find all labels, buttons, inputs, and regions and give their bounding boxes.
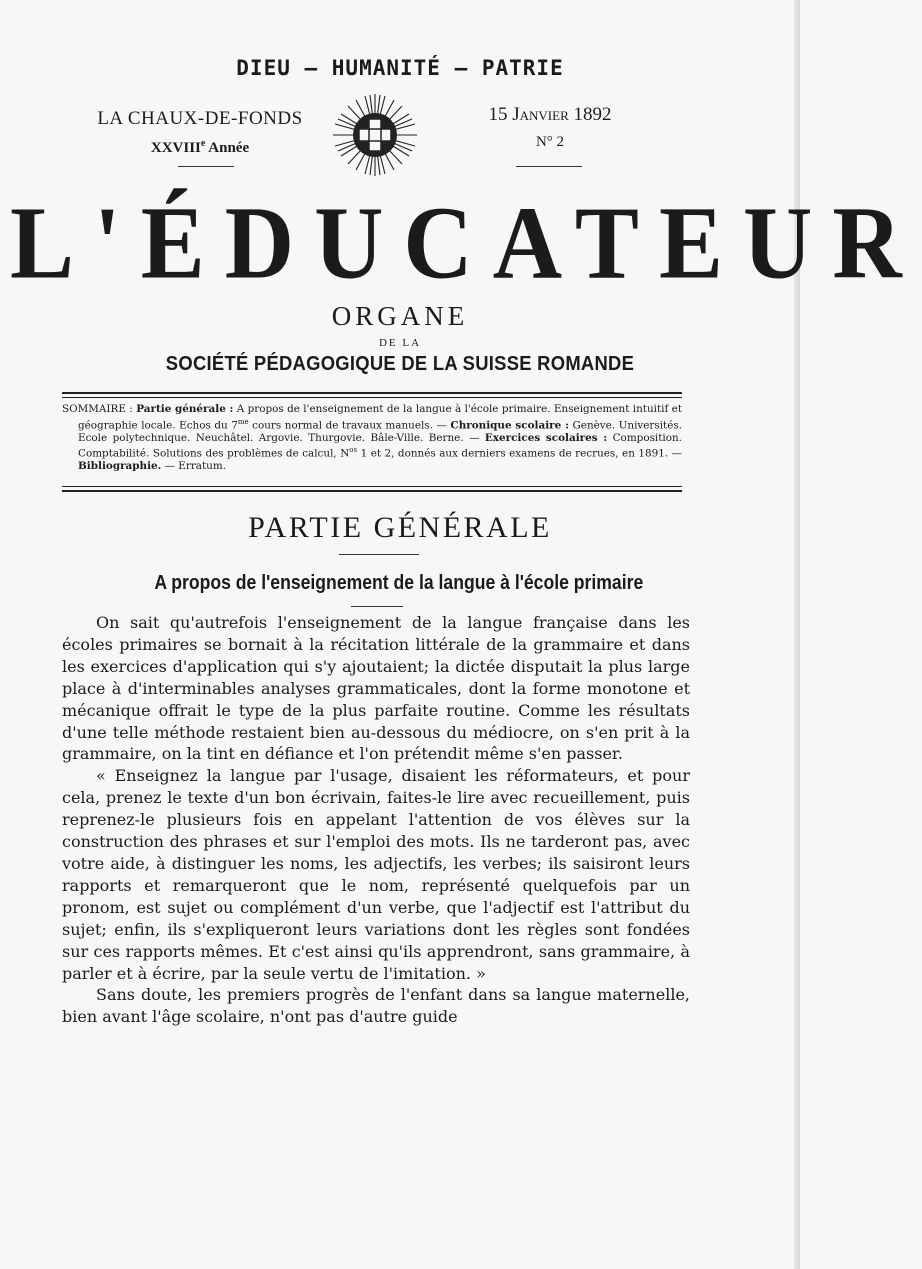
- motto: DIEU — HUMANITÉ — PATRIE: [236, 56, 564, 80]
- article-paragraph: Sans doute, les premiers progrès de l'enfant dans sa langue maternelle, bien avant l'âge scolaire, n'ont pas d'autre guide: [62, 985, 690, 1027]
- summary-general-items-end: cours normal de travaux manuels. —: [248, 419, 451, 432]
- summary-exercise-items: Composition. Comptabilité. Solutions des problèmes de calcul, N: [78, 431, 682, 460]
- summary-bottom-rule-thin: [62, 486, 682, 487]
- summary-exercise-items-end: 1 et 2, donnés aux derniers examens de recrues, en 1891. —: [357, 447, 683, 460]
- volume-number: XXVIII: [150, 140, 201, 156]
- summary-bottom-rule-thick: [62, 490, 682, 492]
- left-header-rule: [178, 166, 234, 167]
- summary-top-rule-thin: [62, 397, 682, 398]
- summary-label: SOMMAIRE :: [62, 403, 137, 415]
- volume-label: Année: [205, 140, 250, 156]
- society-name: SOCIÉTÉ PÉDAGOGIQUE DE LA SUISSE ROMANDE: [165, 353, 635, 375]
- summary-top-rule-thick: [62, 392, 682, 394]
- organe-label: ORGANE: [331, 301, 469, 331]
- right-header-rule: [516, 166, 582, 167]
- summary-ordinal: me: [237, 417, 249, 426]
- summary-numbers-abbrev: os: [349, 446, 358, 455]
- issue-date: 15 Janvier 1892: [488, 104, 612, 125]
- summary-erratum: — Erratum.: [161, 460, 227, 473]
- de-la-label: DE LA: [378, 337, 422, 349]
- summary-section-exercises: Exercices scolaires :: [484, 431, 608, 444]
- article-paragraph: On sait qu'autrefois l'enseignement de la langue française dans les écoles primaires se bornait à la récitation littérale de la grammaire et dans les exercices d'application qui s'y ajoutaient; la dictée disputait la plus large place à d'interminables analyses grammaticales, dont la forme monotone et mécanique offrait le type de la plus parfaite routine. Comme les résultats d'une telle méthode restaient bien au-dessous du médiocre, on s'en prit à la grammaire, on la tint en défiance et l'on prétendit même s'en passer.: [62, 613, 690, 764]
- swiss-cross-emblem-icon: [330, 92, 420, 178]
- summary-section-chronicle: Chronique scolaire :: [450, 419, 569, 432]
- section-title-rule: [339, 554, 419, 555]
- summary-section-general: Partie générale :: [136, 403, 234, 415]
- article-body: [62, 612, 690, 1028]
- summary-chronicle-items: Genève. Universités. Ecole polytechnique. Neuchâtel. Argovie. Thurgovie. Bâle-Ville. Berne. —: [78, 419, 683, 444]
- summary-general-items: A propos de l'enseignement de la langue à l'école primaire. Enseignement intuitif et géographie locale. Echos du 7: [78, 403, 683, 432]
- volume-year: [85, 138, 315, 157]
- newspaper-title: L'ÉDUCATEUR: [10, 184, 922, 301]
- summary-section-bibliography: Bibliographie.: [78, 460, 162, 473]
- volume-ordinal: e: [200, 138, 206, 149]
- article-title: A propos de l'enseignement de la langue à l'école primaire: [154, 572, 644, 594]
- section-title: PARTIE GÉNÉRALE: [248, 511, 552, 544]
- table-of-contents: [62, 403, 682, 473]
- publication-place: LA CHAUX-DE-FONDS: [97, 108, 303, 129]
- article-paragraph: « Enseignez la langue par l'usage, disaient les réformateurs, et pour cela, prenez le texte d'un bon écrivain, faites-le lire avec recueillement, puis reprenez-le plusieurs fois en appelant l'attention de vos élèves sur la construction des phrases et sur l'emploi des mots. Ils ne tarderont pas, avec votre aide, à distinguer les noms, les adjectifs, les verbes; ils saisiront leurs rapports et remarqueront que le nom, représenté quelquefois par un pronom, est sujet ou complément d'un verbe, que l'adjectif est l'attribut du sujet; enfin, ils s'expliqueront leurs variations dont les règles sont fondées sur ces rapports mêmes. Et c'est ainsi qu'ils apprendront, sans grammaire, à parler et à écrire, par la seule vertu de l'imitation. »: [62, 766, 690, 983]
- issue-number: N° 2: [535, 134, 565, 150]
- article-title-rule: [351, 606, 403, 607]
